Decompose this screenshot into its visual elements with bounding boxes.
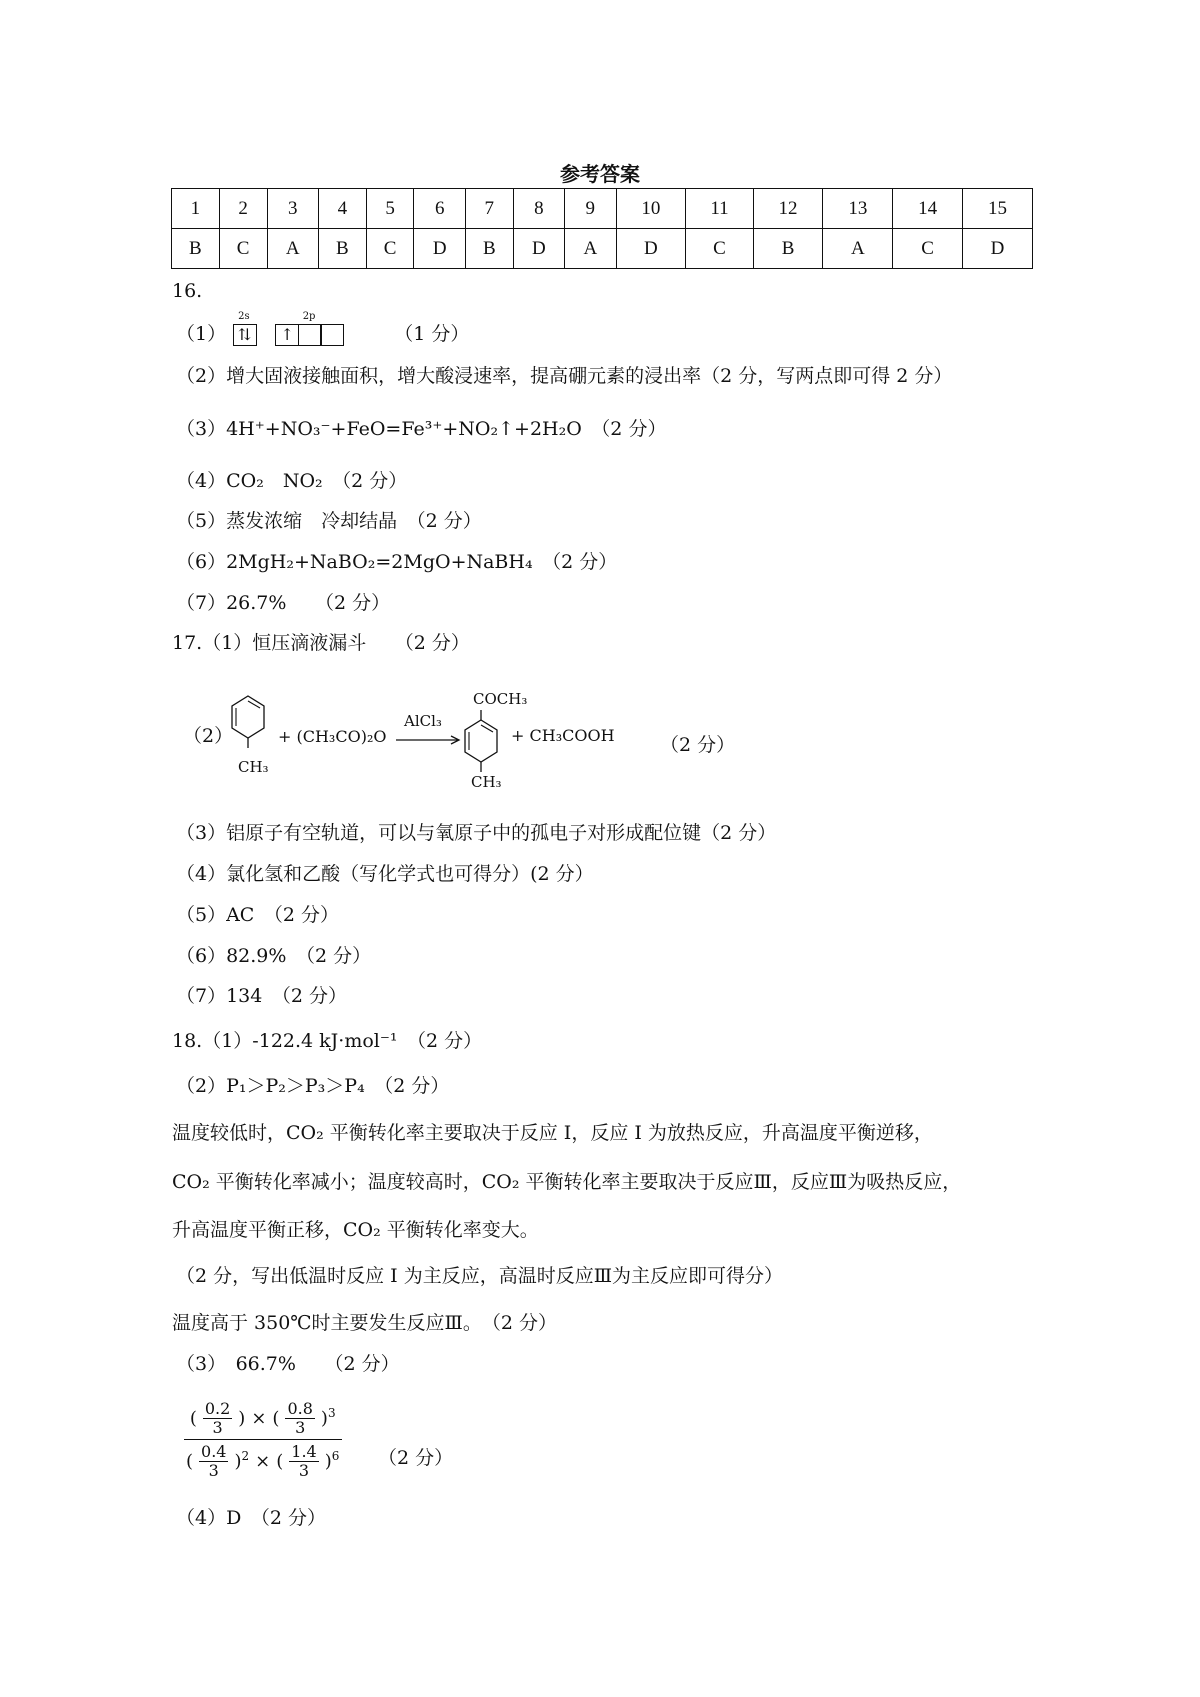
- question-number-cell: 14: [893, 189, 963, 229]
- q17-part2-score: （2 分）: [660, 734, 736, 756]
- orbital-box-empty: [320, 324, 344, 346]
- q18-part1: 18.（1）-122.4 kJ·mol⁻¹ （2 分）: [172, 1030, 483, 1052]
- question-number-cell: 11: [686, 189, 753, 229]
- reaction-arrow-icon: [396, 734, 462, 746]
- answer-cell: B: [318, 229, 366, 269]
- q18-explanation-line2: CO₂ 平衡转化率减小；温度较高时，CO₂ 平衡转化率主要取决于反应Ⅲ，反应Ⅲ为吸热反应，: [172, 1171, 962, 1193]
- orbital-box-up-icon: ↑: [275, 324, 299, 346]
- answer-cell: C: [893, 229, 963, 269]
- question-number-cell: 3: [267, 189, 318, 229]
- question-number-cell: 8: [513, 189, 564, 229]
- orbital-2p: [277, 311, 345, 346]
- question-number-cell: 1: [172, 189, 220, 229]
- q16-label: 16.: [172, 280, 203, 302]
- q16-part3: （3）4H⁺+NO₃⁻+FeO=Fe³⁺+NO₂↑+2H₂O （2 分）: [176, 418, 667, 440]
- question-number-cell: 4: [318, 189, 366, 229]
- orbital-2p-label: 2p: [302, 311, 316, 322]
- kp-expression: [180, 1400, 345, 1479]
- orbital-2s-label: 2s: [238, 311, 250, 322]
- byproduct: + CH₃COOH: [511, 726, 615, 745]
- kp-numerator: ( $\frac{0.2}{3}$ ) × ( $\frac{0.8}{3}$ )$^3$: [184, 1400, 342, 1440]
- q17-part7: （7）134 （2 分）: [176, 985, 347, 1007]
- q17-part1: 17.（1）恒压滴液漏斗 （2 分）: [172, 632, 470, 654]
- kp-frac-4: $\frac{1.4}{3}$: [291, 1442, 317, 1480]
- answer-cell: A: [823, 229, 893, 269]
- q16-part7: （7）26.7% （2 分）: [176, 592, 391, 614]
- q18-explanation-line1: 温度较低时，CO₂ 平衡转化率主要取决于反应 I，反应 I 为放热反应，升高温度平衡逆移，: [172, 1122, 933, 1144]
- answer-cell: D: [513, 229, 564, 269]
- q16-part1: [176, 311, 470, 346]
- q18-part4: （4）D （2 分）: [176, 1507, 326, 1529]
- answer-cell: A: [565, 229, 616, 269]
- orbital-box-paired-icon: ⇅: [233, 324, 257, 346]
- q18-part2: （2）P₁＞P₂＞P₃＞P₄ （2 分）: [176, 1075, 450, 1097]
- q18-scoring-note: （2 分，写出低温时反应 I 为主反应，高温时反应Ⅲ为主反应即可得分）: [176, 1265, 784, 1287]
- question-number-cell: 7: [465, 189, 513, 229]
- acetic-anhydride: + (CH₃CO)₂O: [278, 727, 387, 746]
- answer-table: [171, 188, 1033, 269]
- kp-denominator: ( $\frac{0.4}{3}$ )$^2$ × ( $\frac{1.4}{3}$ )$^6$: [186, 1442, 340, 1480]
- orbital-box-empty: [298, 324, 322, 346]
- q17-part2-number: （2）: [183, 725, 234, 747]
- question-number-cell: 5: [366, 189, 414, 229]
- kp-frac-1: $\frac{0.2}{3}$: [204, 1399, 231, 1437]
- question-number-cell: 2: [219, 189, 267, 229]
- kp-frac-3: $\frac{0.4}{3}$: [201, 1442, 227, 1480]
- question-number-cell: 9: [565, 189, 616, 229]
- catalyst-label: AlCl₃: [404, 712, 442, 730]
- answer-cell: D: [616, 229, 686, 269]
- question-number-cell: 10: [616, 189, 686, 229]
- q18-part3: （3） 66.7% （2 分）: [176, 1353, 400, 1375]
- answer-cell: D: [963, 229, 1033, 269]
- kp-frac-2: $\frac{0.8}{3}$: [287, 1399, 313, 1437]
- question-number-cell: 13: [823, 189, 893, 229]
- product-coch3: COCH₃: [473, 690, 528, 708]
- q16-part1-score: （1 分）: [394, 323, 470, 345]
- answer-table-answer-row: [172, 229, 1033, 269]
- q16-part5: （5）蒸发浓缩 冷却结晶 （2 分）: [176, 510, 482, 532]
- product-ch3: CH₃: [471, 773, 502, 791]
- kp-score: （2 分）: [378, 1447, 454, 1469]
- question-number-cell: 15: [963, 189, 1033, 229]
- q18-explanation-line3: 升高温度平衡正移，CO₂ 平衡转化率变大。: [172, 1219, 539, 1241]
- q17-part5: （5）AC （2 分）: [176, 904, 339, 926]
- q16-part6: （6）2MgH₂+NaBO₂=2MgO+NaBH₄ （2 分）: [176, 551, 618, 573]
- toluene-ch3: CH₃: [238, 758, 269, 776]
- page-title: 参考答案: [560, 162, 640, 186]
- q18-high-temp-note: 温度高于 350℃时主要发生反应Ⅲ。 （2 分）: [172, 1312, 558, 1334]
- question-number-cell: 12: [753, 189, 823, 229]
- answer-cell: D: [414, 229, 465, 269]
- q17-part3: （3）铝原子有空轨道，可以与氧原子中的孤电子对形成配位键（2 分）: [176, 822, 777, 844]
- orbital-2s: [234, 311, 257, 346]
- answer-cell: B: [753, 229, 823, 269]
- q17-part4: （4）氯化氢和乙酸（写化学式也可得分）(2 分）: [176, 863, 594, 885]
- q16-part2: （2）增大固液接触面积，增大酸浸速率，提高硼元素的浸出率（2 分，写两点即可得 2 分）: [176, 365, 953, 387]
- q16-part1-number: （1）: [176, 323, 227, 345]
- answer-cell: A: [267, 229, 318, 269]
- answer-cell: C: [686, 229, 753, 269]
- answer-table-number-row: [172, 189, 1033, 229]
- answer-cell: B: [172, 229, 220, 269]
- answer-cell: C: [219, 229, 267, 269]
- toluene-structure: [228, 694, 268, 762]
- question-number-cell: 6: [414, 189, 465, 229]
- answer-cell: B: [465, 229, 513, 269]
- q16-part4: （4）CO₂ NO₂ （2 分）: [176, 470, 408, 492]
- answer-cell: C: [366, 229, 414, 269]
- q17-part6: （6）82.9% （2 分）: [176, 945, 372, 967]
